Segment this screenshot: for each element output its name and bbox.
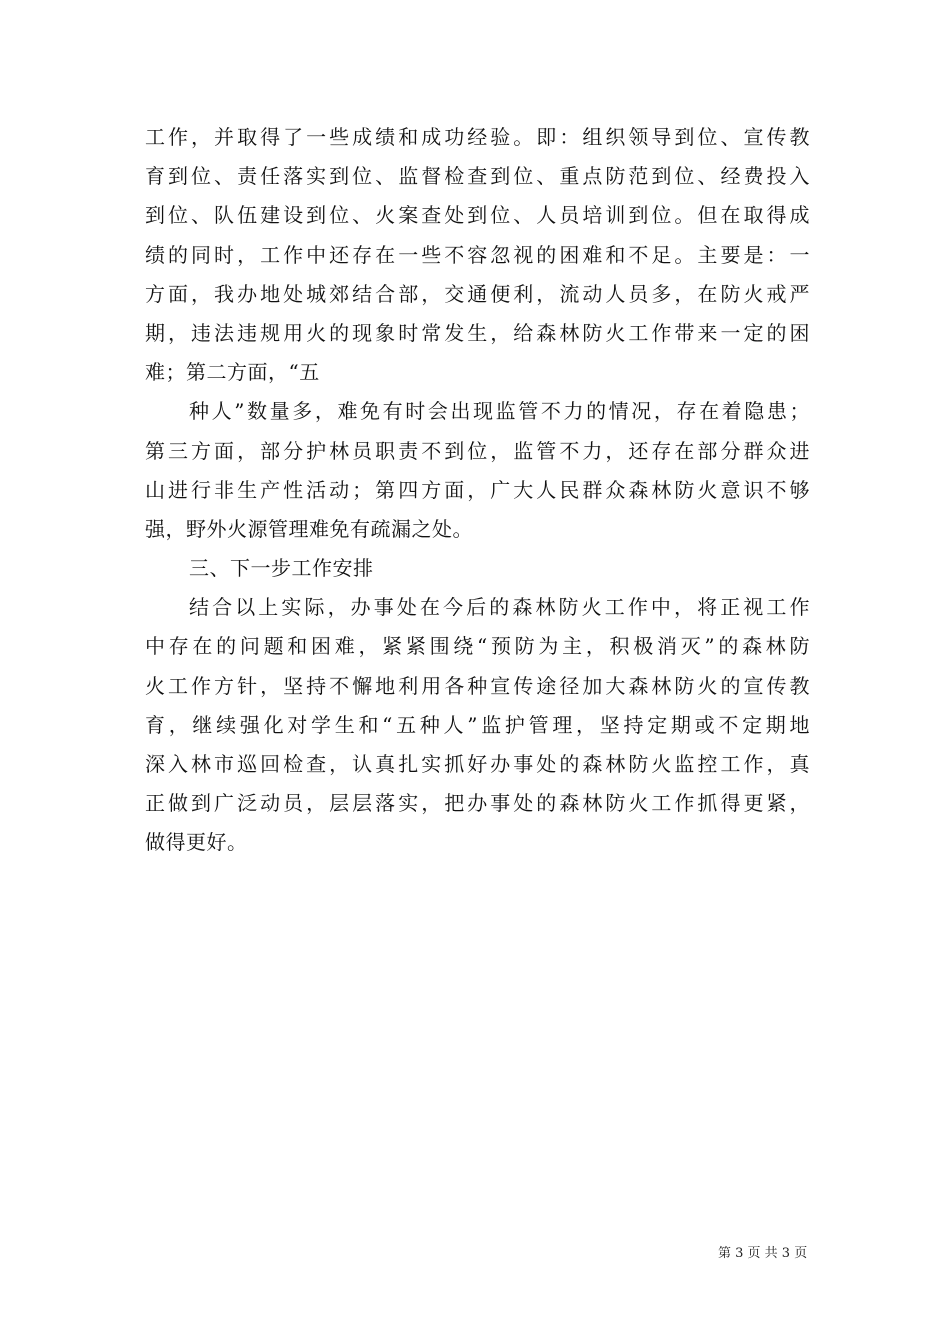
page-number: 第 3 页 共 3 页 [718,1246,808,1261]
text-line: 做得更好。 [145,830,248,855]
text-line: 第三方面，部分护林员职责不到位，监管不力，还存在部分群众进 [145,438,810,463]
text-line: 中存在的问题和困难，紧紧围绕“预防为主，积极消灭”的森林防 [145,634,810,659]
text-line: 育到位、责任落实到位、监督检查到位、重点防范到位、经费投入 [145,164,810,189]
text-line: 山进行非生产性活动；第四方面，广大人民群众森林防火意识不够 [145,477,810,502]
text-line: 绩的同时，工作中还存在一些不容忽视的困难和不足。主要是：一 [145,242,810,267]
section-heading: 三、下一步工作安排 [189,556,374,581]
text-line: 育，继续强化对学生和“五种人”监护管理，坚持定期或不定期地 [145,712,810,737]
text-line: 种人”数量多，难免有时会出现监管不力的情况，存在着隐患； [189,399,810,424]
text-line: 深入林市巡回检查，认真扎实抓好办事处的森林防火监控工作，真 [145,752,810,776]
text-line: 火工作方针，坚持不懈地利用各种宣传途径加大森林防火的宣传教 [145,673,810,698]
text-line: 到位、队伍建设到位、火案查处到位、人员培训到位。但在取得成 [145,203,810,228]
text-line: 期，违法违规用火的现象时常发生，给森林防火工作带来一定的困 [145,320,810,345]
text-line: 结合以上实际，办事处在今后的森林防火工作中，将正视工作 [189,595,810,620]
text-line: 难；第二方面，“五 [145,360,320,385]
text-line: 强，野外火源管理难免有疏漏之处。 [145,516,473,541]
text-line: 工作，并取得了一些成绩和成功经验。即：组织领导到位、宣传教 [145,125,810,149]
text-line: 方面，我办地处城郊结合部，交通便利，流动人员多，在防火戒严 [145,281,810,306]
document-body [145,118,810,863]
text-line: 正做到广泛动员，层层落实，把办事处的森林防火工作抓得更紧， [145,791,810,816]
